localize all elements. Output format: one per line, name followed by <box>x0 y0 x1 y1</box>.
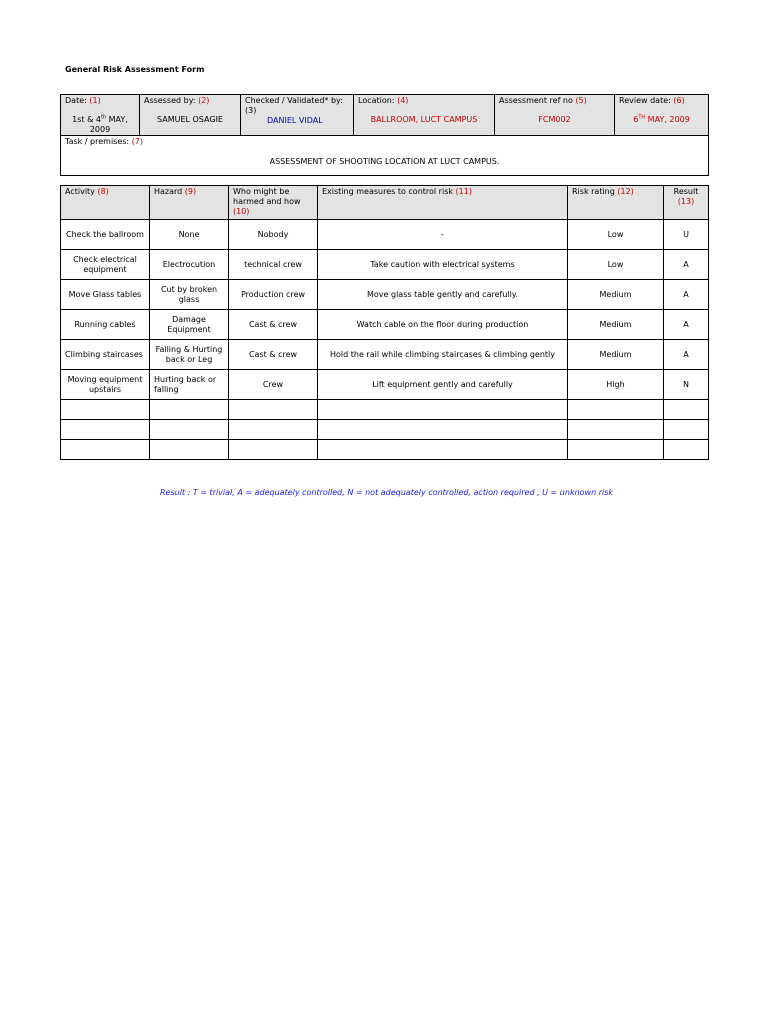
ref-no-cell: Assessment ref no (5) FCM002 <box>495 95 615 136</box>
location-value: BALLROOM, LUCT CAMPUS <box>370 115 478 124</box>
table-row: Check electrical equipment Electrocution technical crew Take caution with electrical systems Low A <box>61 250 709 280</box>
table-row: Climbing staircases Falling & Hurting back or Leg Cast & crew Hold the rail while climbing staircases & climbing gently Medium A <box>61 340 709 370</box>
table-row: Check the ballroom None Nobody - Low U <box>61 220 709 250</box>
table-row: Running cables Damage Equipment Cast & crew Watch cable on the floor during production Medium A <box>61 310 709 340</box>
col-result: Result (13) <box>664 186 709 220</box>
table-row: Move Glass tables Cut by broken glass Production crew Move glass table gently and carefully. Medium A <box>61 280 709 310</box>
date-value: 1st & 4th MAY, 2009 <box>72 114 128 134</box>
empty-row <box>61 440 709 460</box>
task-value: ASSESSMENT OF SHOOTING LOCATION AT LUCT CAMPUS. <box>269 157 500 166</box>
column-header-row <box>61 186 709 220</box>
assessed-by-cell: Assessed by: (2) SAMUEL OSAGIE <box>140 95 241 136</box>
review-date-cell: Review date: (6) 6TH MAY, 2009 <box>615 95 709 136</box>
location-label: Location: <box>358 96 395 105</box>
review-date-label: Review date: <box>619 96 671 105</box>
col-activity: Activity (8) <box>61 186 150 220</box>
col-rating: Risk rating (12) <box>568 186 664 220</box>
location-cell: Location: (4) BALLROOM, LUCT CAMPUS <box>354 95 495 136</box>
result-legend: Result : T = trivial, A = adequately controlled, N = not adequately controlled, action required , U = unknown risk <box>160 488 614 497</box>
checked-by-label: Checked / Validated* by: (3) <box>245 96 343 115</box>
date-cell: Date: (1) 1st & 4th MAY, 2009 <box>61 95 140 136</box>
empty-row <box>61 400 709 420</box>
table-row: Moving equipment upstairs Hurting back or falling Crew Lift equipment gently and carefully High N <box>61 370 709 400</box>
col-measures: Existing measures to control risk (11) <box>318 186 568 220</box>
ref-no-label: Assessment ref no <box>499 96 573 105</box>
assessed-by-label: Assessed by: <box>144 96 196 105</box>
form-title: General Risk Assessment Form <box>65 65 205 74</box>
assessed-by-value: SAMUEL OSAGIE <box>157 115 223 124</box>
col-who: Who might be harmed and how (10) <box>229 186 318 220</box>
ref-no-value: FCM002 <box>538 115 571 124</box>
task-label: Task / premises: <box>65 137 130 146</box>
checked-by-cell <box>241 95 354 136</box>
task-cell: Task / premises: (7) ASSESSMENT OF SHOOTING LOCATION AT LUCT CAMPUS. <box>61 136 709 176</box>
empty-row <box>61 420 709 440</box>
review-date-value: 6TH MAY, 2009 <box>633 114 690 124</box>
checked-by-value: DANIEL VIDAL <box>267 116 323 125</box>
header-table <box>60 94 709 176</box>
date-label: Date: <box>65 96 87 105</box>
risk-table <box>60 185 709 460</box>
col-hazard: Hazard (9) <box>150 186 229 220</box>
